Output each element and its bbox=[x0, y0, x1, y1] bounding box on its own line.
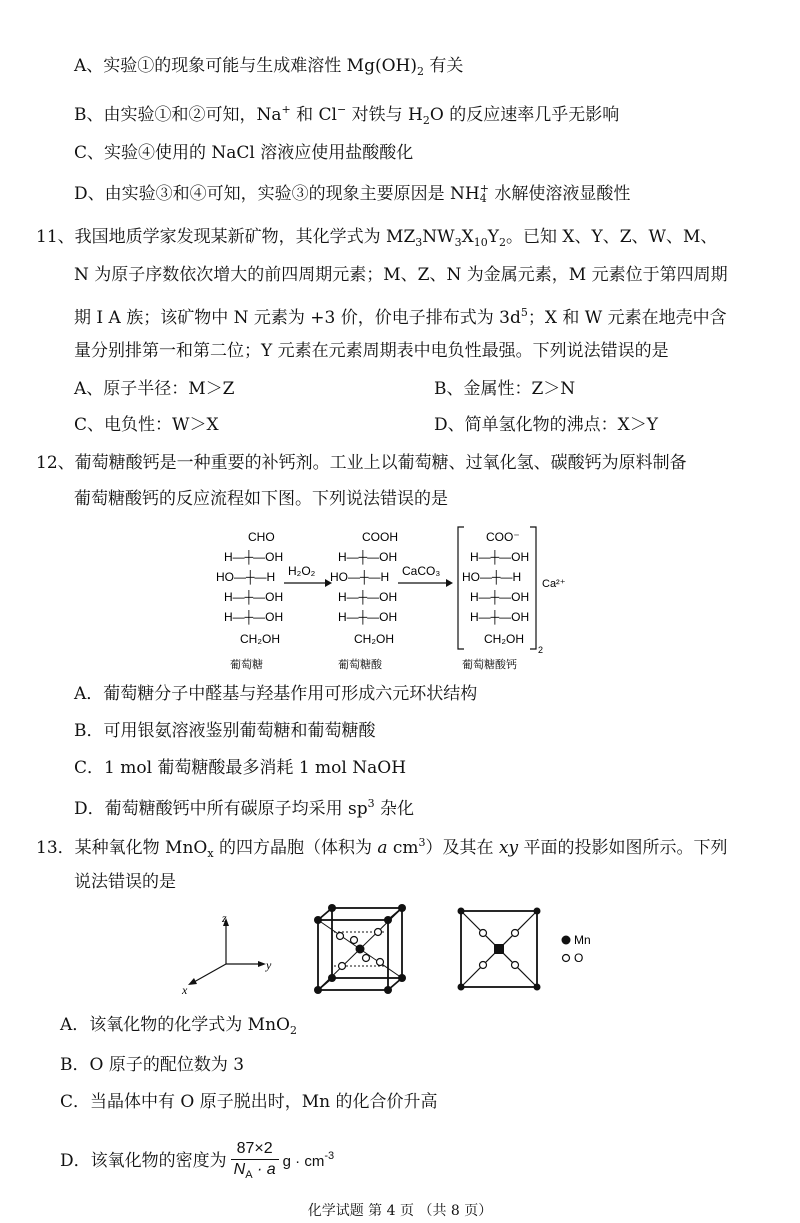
acid-bottom-group: CH₂OH bbox=[354, 632, 394, 646]
salt-row1: H—┼—OH bbox=[470, 550, 530, 564]
q11-stem-line1: 11、我国地质学家发现某新矿物，其化学式为 $MZ_3NW_3X_{10}Y_2$。已知 X、Y、Z、W、M、 bbox=[36, 227, 718, 249]
x-axis-label: x bbox=[182, 983, 188, 996]
q13-option-b: B．O 原子的配位数为 3 bbox=[60, 1055, 245, 1075]
acid-top-group: COOH bbox=[362, 530, 398, 544]
glucose-bottom-group: CH₂OH bbox=[240, 632, 280, 646]
unit-cell-3d bbox=[304, 902, 414, 998]
q12-stem-line1: 12、葡萄糖酸钙是一种重要的补钙剂。工业上以葡萄糖、过氧化氢、碳酸钙为原料制备 bbox=[36, 453, 687, 473]
left-bracket bbox=[458, 527, 464, 649]
q13-option-d: D．该氧化物的密度为 $\frac{87\times 2}{N_A \cdot a}$ $g \cdot cm^{-3}$ bbox=[60, 1134, 334, 1185]
glucose-row3: H—┼—OH bbox=[224, 590, 284, 604]
calcium-ion: Ca²⁺ bbox=[542, 578, 566, 590]
label-gluconic-acid: 葡萄糖酸 bbox=[338, 658, 382, 671]
x-axis-head bbox=[188, 978, 197, 985]
q10-option-b: B、由实验①和②可知，Na+ 和 Cl− 对铁与 $H_2O$ 的反应速率几乎无影响 bbox=[74, 103, 620, 127]
acid-row3: H—┼—OH bbox=[338, 590, 398, 604]
glucose-row2: HO—┼—H bbox=[216, 570, 276, 584]
x-axis bbox=[194, 964, 226, 982]
q11-option-b: B、金属性：Z＞N bbox=[434, 379, 576, 399]
glucose-top-group: CHO bbox=[248, 530, 275, 544]
glucose-row4: H—┼—OH bbox=[224, 610, 284, 624]
arrow-2-head bbox=[446, 579, 453, 587]
q11-option-c: C、电负性：W＞X bbox=[74, 415, 219, 435]
y-axis-head bbox=[258, 961, 266, 967]
glucose-row1: H—┼—OH bbox=[224, 550, 284, 564]
reaction-scheme bbox=[210, 523, 580, 673]
mn-legend-icon bbox=[562, 936, 571, 945]
q13-option-c: C．当晶体中有 O 原子脱出时，Mn 的化合价升高 bbox=[60, 1092, 438, 1112]
q12-option-c: C．1 mol 葡萄糖酸最多消耗 1 mol NaOH bbox=[74, 758, 407, 778]
q12-stem-line2: 葡萄糖酸钙的反应流程如下图。下列说法错误的是 bbox=[74, 489, 448, 509]
o-legend-icon bbox=[563, 955, 570, 962]
coordinate-axes bbox=[176, 912, 276, 996]
q11-option-d: D、简单氢化物的沸点：X＞Y bbox=[434, 415, 658, 435]
salt-row4: H—┼—OH bbox=[470, 610, 530, 624]
q13-stem-line2: 说法错误的是 bbox=[74, 872, 176, 892]
q11-option-a: A、原子半径：M＞Z bbox=[74, 379, 235, 399]
q13-option-a: A．该氧化物的化学式为 MnO$_2$ bbox=[60, 1015, 297, 1037]
salt-top-group: COO⁻ bbox=[486, 530, 520, 544]
acid-row2: HO—┼—H bbox=[330, 570, 390, 584]
q10-option-c: C、实验④使用的 NaCl 溶液应使用盐酸酸化 bbox=[74, 143, 414, 163]
y-axis-label: y bbox=[266, 958, 272, 972]
density-fraction: $\frac{87\times 2}{N_A \cdot a}$ bbox=[231, 1139, 279, 1185]
bracket-subscript: 2 bbox=[538, 645, 544, 655]
q11-stem-line3: 期 Ⅰ A 族；该矿物中 N 元素为 +3 价，价电子排布式为 $3d^5$；X 和 W 元素在地壳中含 bbox=[74, 306, 727, 328]
q11-stem-line2: N 为原子序数依次增大的前四周期元素；M、Z、N 为金属元素，M 元素位于第四周期 bbox=[74, 265, 728, 285]
atom-legend bbox=[560, 930, 610, 970]
q13-stem-line1: 13．某种氧化物 MnO$_x$ 的四方晶胞（体积为 a $cm^3$）及其在 xy 平面的投影如图所示。下列 bbox=[36, 836, 728, 860]
acid-row4: H—┼—OH bbox=[338, 610, 398, 624]
z-axis-label: z bbox=[222, 912, 227, 925]
q12-option-d: D．葡萄糖酸钙中所有碳原子均采用 $sp^3$ 杂化 bbox=[74, 797, 415, 819]
mn-legend-label: Mn bbox=[574, 933, 591, 947]
salt-row2: HO—┼—H bbox=[462, 570, 522, 584]
page-footer: 化学试题 第 4 页 （共 8 页） bbox=[307, 1203, 493, 1219]
q12-option-b: B．可用银氨溶液鉴别葡萄糖和葡萄糖酸 bbox=[74, 721, 376, 741]
o-legend-label: O bbox=[574, 951, 584, 965]
right-bracket bbox=[530, 527, 536, 649]
salt-bottom-group: CH₂OH bbox=[484, 632, 524, 646]
q10-option-d: D、由实验③和④可知，实验③的现象主要原因是 NH + 4 水解使溶液显酸性 bbox=[74, 182, 631, 205]
label-calcium-gluconate: 葡萄糖酸钙 bbox=[462, 658, 517, 671]
acid-row1: H—┼—OH bbox=[338, 550, 398, 564]
q12-option-a: A．葡萄糖分子中醛基与羟基作用可形成六元环状结构 bbox=[74, 684, 478, 704]
xy-projection bbox=[456, 906, 546, 996]
salt-row3: H—┼—OH bbox=[470, 590, 530, 604]
q11-stem-line4: 量分别排第一和第二位；Y 元素在元素周期表中电负性最强。下列说法错误的是 bbox=[74, 341, 669, 361]
q10-option-a: A、实验①的现象可能与生成难溶性 $Mg(OH)_2$ 有关 bbox=[74, 56, 464, 78]
label-glucose: 葡萄糖 bbox=[230, 658, 263, 671]
reagent-caco3: CaCO₃ bbox=[402, 564, 441, 578]
reagent-h2o2: H₂O₂ bbox=[288, 564, 316, 578]
